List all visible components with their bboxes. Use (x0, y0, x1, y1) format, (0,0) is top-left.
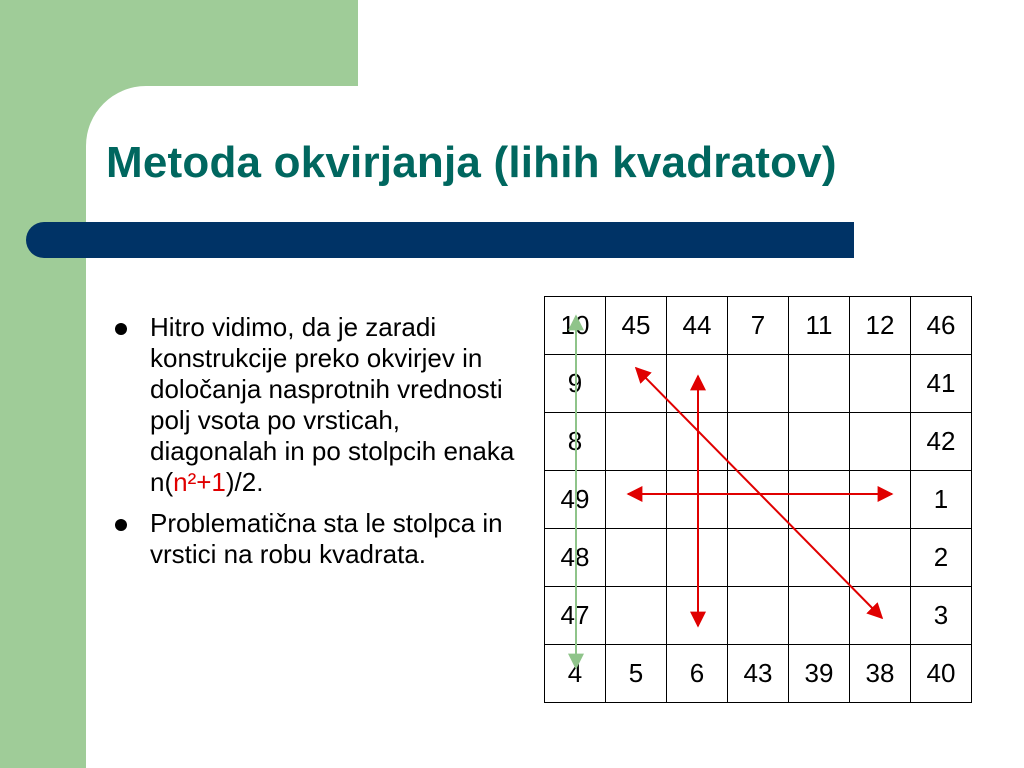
grid-cell: 49 (545, 471, 606, 529)
grid-cell (667, 587, 728, 645)
grid-cell (850, 471, 911, 529)
grid-cell (850, 587, 911, 645)
title-underline-bar (26, 222, 854, 258)
grid-cell: 44 (667, 297, 728, 355)
grid-cell (728, 587, 789, 645)
bullet-2-text: Problematična sta le stolpca in vrstici na robu kvadrata. (150, 508, 503, 569)
grid-cell (789, 529, 850, 587)
grid-row (545, 529, 972, 587)
grid-cell: 5 (606, 645, 667, 703)
grid-cell: 11 (789, 297, 850, 355)
grid-row (545, 471, 972, 529)
grid-cell (606, 413, 667, 471)
grid-cell (728, 413, 789, 471)
grid-row (545, 355, 972, 413)
grid-cell: 46 (911, 297, 972, 355)
grid-cell: 6 (667, 645, 728, 703)
bullet-1-text-before: Hitro vidimo, da je zaradi konstrukcije preko okvirjev in določanja nasprotnih vrednosti polj vsota po vrsticah, diagonalah in po stolpcih enaka n( (150, 312, 515, 497)
grid-cell: 2 (911, 529, 972, 587)
grid-cell (606, 529, 667, 587)
grid-cell (789, 413, 850, 471)
grid-cell (606, 471, 667, 529)
grid-cell (789, 587, 850, 645)
grid-cell: 8 (545, 413, 606, 471)
bullet-item-2 (112, 508, 532, 570)
grid-cell (667, 471, 728, 529)
grid-cell: 7 (728, 297, 789, 355)
grid-cell (667, 529, 728, 587)
grid-cell (728, 471, 789, 529)
grid-cell: 45 (606, 297, 667, 355)
grid-cell: 42 (911, 413, 972, 471)
grid-cell (728, 355, 789, 413)
grid-cell: 43 (728, 645, 789, 703)
grid-cell (728, 529, 789, 587)
grid-cell: 10 (545, 297, 606, 355)
slide-title: Metoda okvirjanja (lihih kvadratov) (106, 138, 837, 187)
grid-cell: 39 (789, 645, 850, 703)
grid-row (545, 587, 972, 645)
grid-cell: 40 (911, 645, 972, 703)
grid-cell (789, 471, 850, 529)
grid-cell: 4 (545, 645, 606, 703)
grid-cell (667, 355, 728, 413)
grid-cell (850, 413, 911, 471)
grid-cell (850, 355, 911, 413)
grid-cell: 3 (911, 587, 972, 645)
grid-cell (789, 355, 850, 413)
magic-square-grid (544, 296, 972, 703)
grid-row (545, 413, 972, 471)
grid-cell: 41 (911, 355, 972, 413)
grid-row (545, 297, 972, 355)
grid-cell (606, 355, 667, 413)
grid-cell: 47 (545, 587, 606, 645)
grid-cell: 1 (911, 471, 972, 529)
grid-cell (850, 529, 911, 587)
grid-cell: 9 (545, 355, 606, 413)
grid-cell: 12 (850, 297, 911, 355)
grid-row (545, 645, 972, 703)
bullet-list (112, 312, 532, 580)
grid-cell: 48 (545, 529, 606, 587)
bullet-item-1 (112, 312, 532, 498)
bullet-1-text-after: )/2. (225, 467, 264, 497)
grid-cell: 38 (850, 645, 911, 703)
background-green-strip (0, 0, 86, 768)
grid-cell (667, 413, 728, 471)
grid-cell (606, 587, 667, 645)
bullet-1-highlight: n²+1 (173, 467, 226, 497)
